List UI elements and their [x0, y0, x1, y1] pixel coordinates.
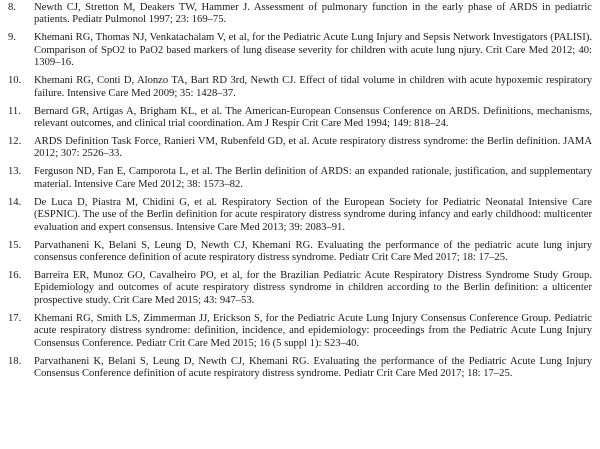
- reference-item: [8, 240, 592, 265]
- reference-text: Khemani RG, Smith LS, Zimmerman JJ, Erickson S, for the Pediatric Acute Lung Injury Consensus Conference Group. Pediatric acute respiratory distress syndrome: definition, incidence, and epidemiology: proceedings from the Pediatric Acute Lung Injury Consensus Conference. Pediatr Crit Care Med 2015; 16 (5 suppl 1): S23–40.: [34, 312, 592, 349]
- reference-text: Bernard GR, Artigas A, Brigham KL, et al. The American-European Consensus Conference on ARDS. Definitions, mechanisms, relevant outcomes, and clinical trial coordination. Am J Respir Crit Care Med 1994; 149: 818–24.: [34, 105, 592, 130]
- reference-number: 8.: [8, 2, 16, 13]
- reference-text: ARDS Definition Task Force, Ranieri VM, Rubenfeld GD, et al. Acute respiratory distress syndrome: the Berlin definition. JAMA 2012; 307: 2526–33.: [34, 136, 592, 160]
- reference-text: Khemani RG, Conti D, Alonzo TA, Bart RD 3rd, Newth CJ. Effect of tidal volume in children with acute hypoxemic respiratory failure. Intensive Care Med 2009; 35: 1428–37.: [34, 75, 592, 99]
- reference-number: 9.: [8, 32, 16, 44]
- reference-number: 11.: [8, 105, 21, 117]
- reference-item: [8, 136, 592, 161]
- reference-item: [8, 32, 592, 69]
- reference-item: [8, 75, 592, 100]
- reference-number: 13.: [8, 166, 22, 178]
- reference-number: 12.: [8, 136, 22, 148]
- reference-text: Parvathaneni K, Belani S, Leung D, Newth CJ, Khemani RG. Evaluating the performance of the Pediatric Acute Lung Injury Consensus Conference definition of acute respiratory distress syndrome. Pediatr Crit Care Med 2017; 18: 17–25.: [34, 355, 592, 380]
- reference-text: De Luca D, Piastra M, Chidini G, et al. Respiratory Section of the European Society for Pediatric Neonatal Intensive Care (ESPNIC). The use of the Berlin definition for acute respiratory distress syndrome during infancy and early childhood: multicenter evaluation and expert consensus. Intensive Care Med 2013; 39: 2083–91.: [34, 196, 592, 233]
- reference-item: [8, 166, 592, 191]
- reference-number: 17.: [8, 312, 22, 324]
- reference-text: Barreira ER, Munoz GO, Cavalheiro PO, et al, for the Brazilian Pediatric Acute Respiratory Distress Syndrome Study Group. Epidemiology and outcomes of acute respiratory distress syndrome in children according to the Berlin definition: a ulticenter prospective study. Crit Care Med 2015; 43: 947–53.: [34, 270, 592, 306]
- reference-item: [8, 270, 592, 307]
- reference-item: [8, 313, 592, 350]
- reference-text: Khemani RG, Thomas NJ, Venkatachalam V, et al, for the Pediatric Acute Lung Injury and Sepsis Network Investigators (PALISI). Comparison of SpO2 to PaO2 based markers of lung disease severity for children with acute lung njury. Crit Care Med 2012; 40: 1309–16.: [34, 32, 592, 69]
- reference-number: 15.: [8, 239, 22, 251]
- reference-number: 10.: [8, 75, 22, 87]
- reference-text: Ferguson ND, Fan E, Camporota L, et al. The Berlin definition of ARDS: an expanded rationale, justification, and supplementary material. Intensive Care Med 2012; 38: 1573–82.: [34, 166, 592, 190]
- reference-item: [8, 2, 592, 27]
- reference-item: [8, 197, 592, 234]
- reference-item: [8, 356, 592, 381]
- reference-list: [8, 2, 592, 381]
- reference-number: 18.: [8, 355, 22, 367]
- reference-number: 16.: [8, 270, 22, 282]
- reference-item: [8, 106, 592, 131]
- reference-number: 14.: [8, 196, 22, 208]
- reference-text: Newth CJ, Stretton M, Deakers TW, Hammer J. Assessment of pulmonary function in the early phase of ARDS in pediatric patients. Pediatr Pulmonol 1997; 23: 169–75.: [34, 2, 592, 26]
- reference-text: Parvathaneni K, Belani S, Leung D, Newth CJ, Khemani RG. Evaluating the performance of the pediatric acute lung injury consensus conference definition of acute respiratory distress syndrome. Pediatr Crit Care Med 2017; 18: 17–25.: [34, 239, 592, 264]
